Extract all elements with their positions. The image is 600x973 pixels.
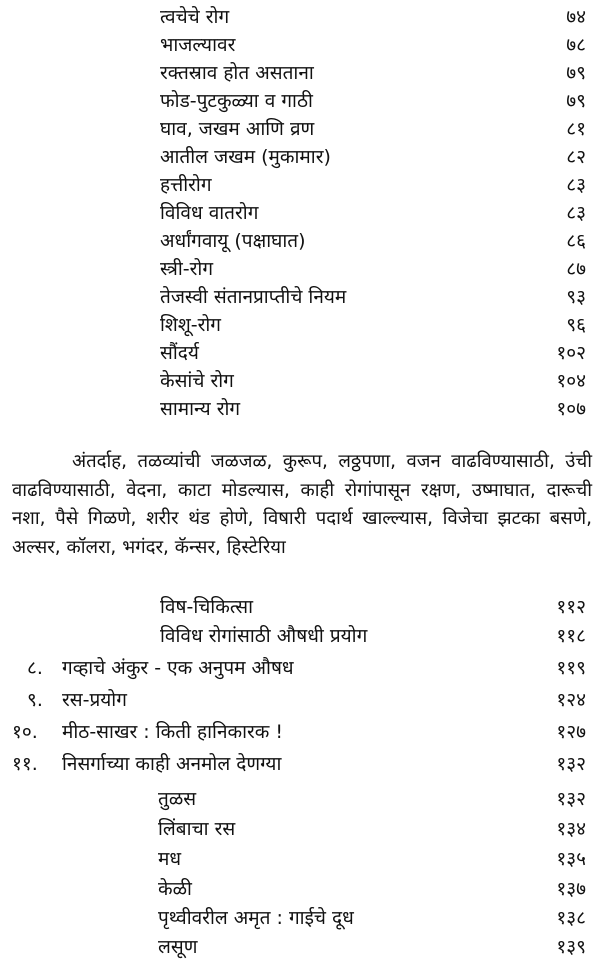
- sub-topic-paragraph: [12, 448, 592, 562]
- toc-entry: [0, 311, 600, 339]
- chapter-page: १३२: [556, 753, 586, 775]
- chapter-page: १२७: [556, 721, 586, 743]
- chapter-number: ८.: [27, 657, 43, 679]
- toc-entry: [0, 815, 600, 843]
- entry-title: विष-चिकित्सा: [160, 596, 254, 618]
- entry-page: १३७: [556, 878, 586, 900]
- entry-title: विविध रोगांसाठी औषधी प्रयोग: [160, 625, 368, 647]
- chapter-title: गव्हाचे अंकुर - एक अनुपम औषध: [62, 657, 294, 679]
- entry-title: तेजस्वी संतानप्राप्तीचे नियम: [160, 286, 347, 308]
- toc-entry: [0, 339, 600, 367]
- entry-page: ८१: [566, 118, 586, 140]
- entry-page: ७८: [566, 34, 586, 56]
- chapter-title: मीठ-साखर : किती हानिकारक !: [62, 721, 284, 743]
- toc-entry: [0, 622, 600, 650]
- toc-entry: [0, 904, 600, 932]
- entry-page: १०७: [556, 398, 586, 420]
- toc-chapter: [0, 718, 600, 746]
- entry-page: १३८: [556, 907, 586, 929]
- entry-title: विविध वातरोग: [160, 202, 259, 224]
- entry-page: १३४: [556, 818, 586, 840]
- chapter-page: १२४: [556, 689, 586, 711]
- entry-page: ११२: [556, 596, 586, 618]
- chapter-number: ११.: [12, 753, 38, 775]
- entry-title: फोड-पुटकुळ्या व गाठी: [160, 90, 313, 112]
- toc-entry: [0, 845, 600, 873]
- entry-title: केसांचे रोग: [160, 370, 234, 392]
- toc-chapter: [0, 654, 600, 682]
- entry-title: शिशू-रोग: [160, 314, 222, 336]
- toc-entry: [0, 283, 600, 311]
- entry-page: ७९: [566, 90, 586, 112]
- toc-entry: [0, 875, 600, 903]
- entry-title: सामान्य रोग: [160, 398, 241, 420]
- toc-entry: [0, 143, 600, 171]
- toc-entry: [0, 933, 600, 961]
- toc-entry: [0, 3, 600, 31]
- toc-entry: [0, 395, 600, 423]
- chapter-title: रस-प्रयोग: [62, 689, 127, 711]
- entry-page: ९६: [566, 314, 586, 336]
- entry-page: ७४: [566, 6, 586, 28]
- entry-title: केळी: [158, 878, 192, 900]
- toc-entry: [0, 59, 600, 87]
- entry-page: १३५: [556, 848, 586, 870]
- entry-page: ८२: [566, 146, 586, 168]
- entry-page: ९३: [566, 286, 586, 308]
- entry-page: ८३: [566, 174, 586, 196]
- entry-title: घाव, जखम आणि व्रण: [160, 118, 315, 140]
- entry-title: मध: [158, 848, 182, 870]
- entry-page: ८३: [566, 202, 586, 224]
- toc-entry: [0, 31, 600, 59]
- entry-page: ७९: [566, 62, 586, 84]
- paragraph-text: अंतर्दाह, तळव्यांची जळजळ, कुरूप, लठ्ठपणा, वजन वाढविण्यासाठी, उंची वाढविण्यासाठी, वेदना, काटा मोडल्यास, काही रोगांपासून रक्षण, उष्माघात, दारूची नशा, पैसे गिळणे, शरीर थंड होणे, विषारी पदार्थ खाल्ल्यास, विजेचा झटका बसणे, अल्सर, कॉलरा, भगंदर, कॅन्सर, हिस्टेरिया: [12, 451, 592, 558]
- toc-chapter: [0, 686, 600, 714]
- toc-entry: [0, 227, 600, 255]
- toc-entry: [0, 785, 600, 813]
- entry-page: ८६: [566, 230, 586, 252]
- entry-title: तुळस: [158, 788, 197, 810]
- entry-page: ११८: [556, 625, 586, 647]
- toc-entry: [0, 367, 600, 395]
- entry-page: १३९: [556, 936, 586, 958]
- toc-entry: [0, 115, 600, 143]
- entry-page: १०२: [556, 342, 586, 364]
- entry-title: अर्धांगवायू (पक्षाघात): [160, 230, 306, 252]
- entry-title: लिंबाचा रस: [158, 818, 236, 840]
- entry-title: सौंदर्य: [160, 342, 199, 364]
- entry-title: आतील जखम (मुकामार): [160, 146, 331, 168]
- entry-title: स्त्री-रोग: [160, 258, 214, 280]
- entry-title: त्वचेचे रोग: [160, 6, 230, 28]
- chapter-number: १०.: [12, 721, 38, 743]
- entry-page: ८७: [566, 258, 586, 280]
- chapter-number: ९.: [27, 689, 43, 711]
- toc-entry: [0, 171, 600, 199]
- entry-title: हत्तीरोग: [160, 174, 212, 196]
- entry-title: रक्तस्राव होत असताना: [160, 62, 314, 84]
- entry-title: पृथ्वीवरील अमृत : गाईचे दूध: [158, 907, 354, 929]
- toc-entry: [0, 199, 600, 227]
- chapter-page: ११९: [556, 657, 586, 679]
- toc-entry: [0, 255, 600, 283]
- entry-page: १३२: [556, 788, 586, 810]
- toc-entry: [0, 87, 600, 115]
- entry-title: भाजल्यावर: [160, 34, 236, 56]
- toc-entry: [0, 593, 600, 621]
- chapter-title: निसर्गाच्या काही अनमोल देणग्या: [62, 753, 282, 775]
- toc-chapter: [0, 750, 600, 778]
- entry-page: १०४: [556, 370, 586, 392]
- entry-title: लसूण: [158, 936, 198, 958]
